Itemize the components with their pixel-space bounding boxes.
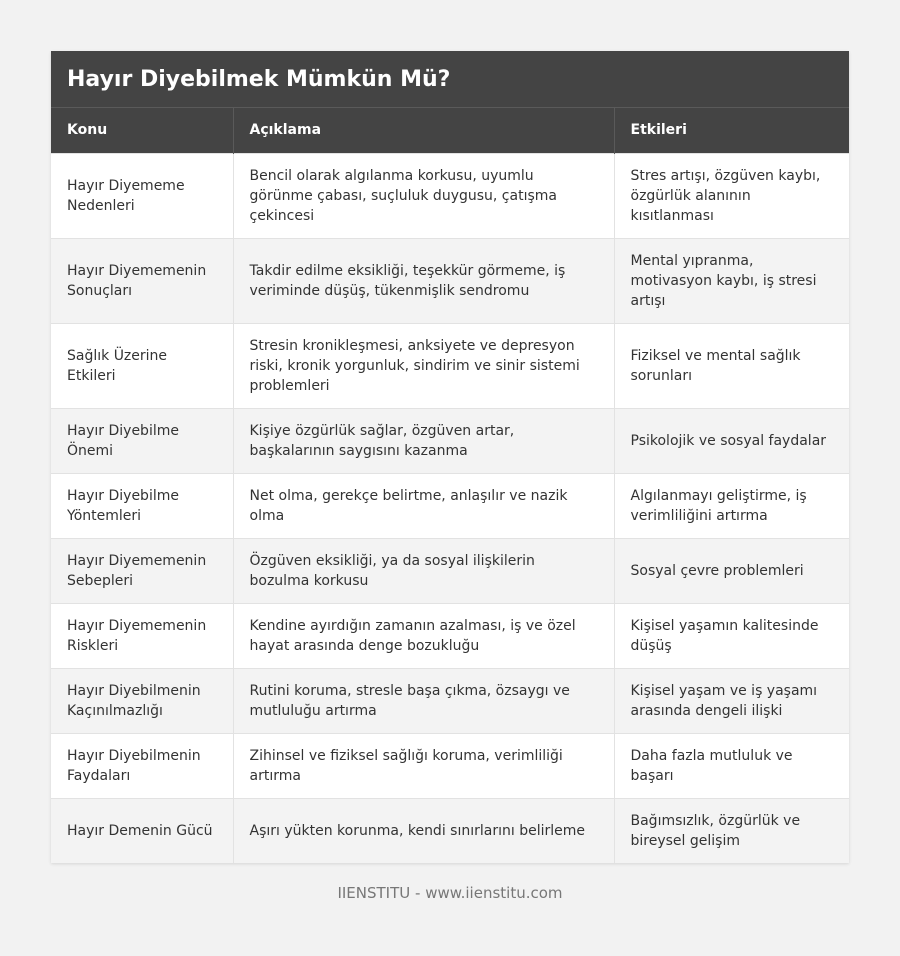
cell-etkileri: Kişisel yaşamın kalitesinde düşüş <box>614 603 849 668</box>
cell-aciklama: Stresin kronikleşmesi, anksiyete ve depresyon riski, kronik yorgunluk, sindirim ve sinir sistemi problemleri <box>233 323 614 408</box>
cell-etkileri: Daha fazla mutluluk ve başarı <box>614 733 849 798</box>
cell-aciklama: Rutini koruma, stresle başa çıkma, özsaygı ve mutluluğu artırma <box>233 668 614 733</box>
table-title: Hayır Diyebilmek Mümkün Mü? <box>51 51 849 108</box>
table-row <box>51 603 849 668</box>
cell-konu: Hayır Diyememenin Sebepleri <box>51 538 233 603</box>
cell-aciklama: Zihinsel ve fiziksel sağlığı koruma, verimliliği artırma <box>233 733 614 798</box>
data-table <box>51 108 849 863</box>
cell-etkileri: Sosyal çevre problemleri <box>614 538 849 603</box>
table-row <box>51 473 849 538</box>
cell-konu: Hayır Diyebilme Önemi <box>51 408 233 473</box>
column-header-konu: Konu <box>51 108 233 153</box>
cell-etkileri: Algılanmayı geliştirme, iş verimliliğini artırma <box>614 473 849 538</box>
cell-aciklama: Net olma, gerekçe belirtme, anlaşılır ve nazik olma <box>233 473 614 538</box>
cell-konu: Sağlık Üzerine Etkileri <box>51 323 233 408</box>
table-body <box>51 153 849 863</box>
column-header-etkileri: Etkileri <box>614 108 849 153</box>
cell-konu: Hayır Diyememe Nedenleri <box>51 153 233 238</box>
footer-credit: IIENSTITU - www.iienstitu.com <box>337 884 563 902</box>
cell-konu: Hayır Diyebilmenin Faydaları <box>51 733 233 798</box>
table-row <box>51 733 849 798</box>
cell-konu: Hayır Diyememenin Riskleri <box>51 603 233 668</box>
cell-konu: Hayır Diyebilme Yöntemleri <box>51 473 233 538</box>
table-row <box>51 668 849 733</box>
cell-etkileri: Bağımsızlık, özgürlük ve bireysel gelişim <box>614 798 849 863</box>
table-row <box>51 798 849 863</box>
cell-aciklama: Kişiye özgürlük sağlar, özgüven artar, başkalarının saygısını kazanma <box>233 408 614 473</box>
table-row <box>51 238 849 323</box>
table-card <box>51 51 849 863</box>
table-header <box>51 108 849 153</box>
table-row <box>51 153 849 238</box>
cell-etkileri: Fiziksel ve mental sağlık sorunları <box>614 323 849 408</box>
cell-aciklama: Kendine ayırdığın zamanın azalması, iş ve özel hayat arasında denge bozukluğu <box>233 603 614 668</box>
cell-etkileri: Kişisel yaşam ve iş yaşamı arasında dengeli ilişki <box>614 668 849 733</box>
column-header-aciklama: Açıklama <box>233 108 614 153</box>
cell-aciklama: Bencil olarak algılanma korkusu, uyumlu görünme çabası, suçluluk duygusu, çatışma çekincesi <box>233 153 614 238</box>
table-row <box>51 323 849 408</box>
table-row <box>51 408 849 473</box>
cell-aciklama: Takdir edilme eksikliği, teşekkür görmeme, iş veriminde düşüş, tükenmişlik sendromu <box>233 238 614 323</box>
table-row <box>51 538 849 603</box>
cell-etkileri: Stres artışı, özgüven kaybı, özgürlük alanının kısıtlanması <box>614 153 849 238</box>
cell-aciklama: Özgüven eksikliği, ya da sosyal ilişkilerin bozulma korkusu <box>233 538 614 603</box>
cell-etkileri: Psikolojik ve sosyal faydalar <box>614 408 849 473</box>
cell-aciklama: Aşırı yükten korunma, kendi sınırlarını belirleme <box>233 798 614 863</box>
cell-konu: Hayır Diyememenin Sonuçları <box>51 238 233 323</box>
cell-konu: Hayır Diyebilmenin Kaçınılmazlığı <box>51 668 233 733</box>
cell-etkileri: Mental yıpranma, motivasyon kaybı, iş stresi artışı <box>614 238 849 323</box>
cell-konu: Hayır Demenin Gücü <box>51 798 233 863</box>
